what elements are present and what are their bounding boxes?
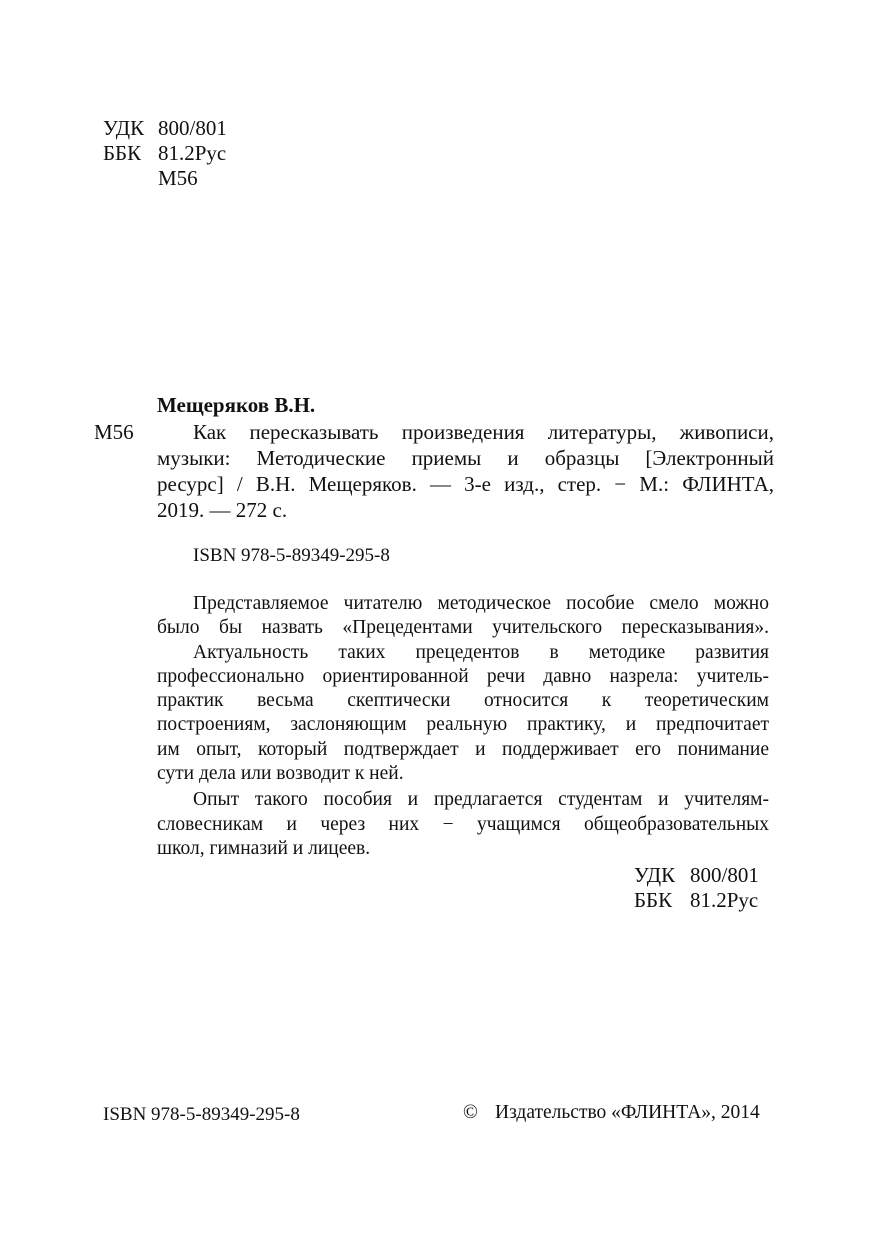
bibliographic-description: [157, 419, 774, 523]
abstract-line: Представляемое читателю методическое пособие смело можно: [193, 593, 769, 614]
biblio-line: ресурс] / В.Н. Мещеряков. — 3-е изд., стер. − М.: ФЛИНТА,: [157, 472, 774, 496]
copyright-icon: ©: [463, 1102, 478, 1123]
udk-label: УДК: [103, 116, 145, 140]
biblio-line: музыки: Методические приемы и образцы [Электронный: [157, 446, 774, 470]
bbk-row: [103, 141, 227, 166]
bbk-value: 81.2Рус: [158, 141, 227, 165]
abstract-line: Опыт такого пособия и предлагается студентам и учителям-: [193, 789, 769, 811]
record-mark: М56: [94, 420, 134, 444]
author-mark: М56: [158, 166, 198, 190]
udk-row: [103, 116, 227, 141]
abstract-line: практик весьма скептически относится к теоретическим: [157, 690, 769, 712]
abstract-line: построениям, заслоняющим реальную практику, и предпочитает: [157, 714, 769, 736]
bbk-label: ББК: [103, 141, 142, 165]
abstract-line: словесникам и через них − учащимся общеобразовательных: [157, 813, 769, 835]
abstract-line: им опыт, который подтверждает и поддерживает его понимание: [157, 738, 769, 760]
record-author: Мещеряков В.Н.: [157, 393, 316, 417]
header-classification: [103, 116, 227, 191]
bbk-label: ББК: [634, 888, 673, 912]
abstract-line: сути дела или возводит к ней.: [157, 763, 404, 785]
udk-label: УДК: [634, 863, 676, 887]
udk-row: [634, 863, 759, 888]
abstract-line: было бы назвать «Прецедентами учительского пересказывания».: [157, 617, 769, 639]
biblio-line: Как пересказывать произведения литературы, живописи,: [193, 420, 774, 444]
copyright-text: Издательство «ФЛИНТА», 2014: [495, 1102, 760, 1123]
abstract: [157, 592, 769, 861]
record-isbn: ISBN 978-5-89349-295-8: [193, 545, 390, 566]
footer-copyright: [463, 1101, 760, 1125]
bbk-row: [634, 888, 759, 913]
abstract-line: профессионально ориентированной речи давно назрела: учитель-: [157, 665, 769, 687]
udk-value: 800/801: [158, 116, 227, 140]
bottom-classification: [634, 863, 759, 913]
abstract-line: школ, гимназий и лицеев.: [157, 837, 371, 859]
footer-isbn: ISBN 978-5-89349-295-8: [103, 1104, 300, 1125]
udk-value: 800/801: [690, 863, 759, 887]
biblio-line: 2019. — 272 с.: [157, 498, 288, 522]
bbk-value: 81.2Рус: [690, 888, 759, 912]
abstract-line: Актуальность таких прецедентов в методике развития: [193, 641, 769, 663]
